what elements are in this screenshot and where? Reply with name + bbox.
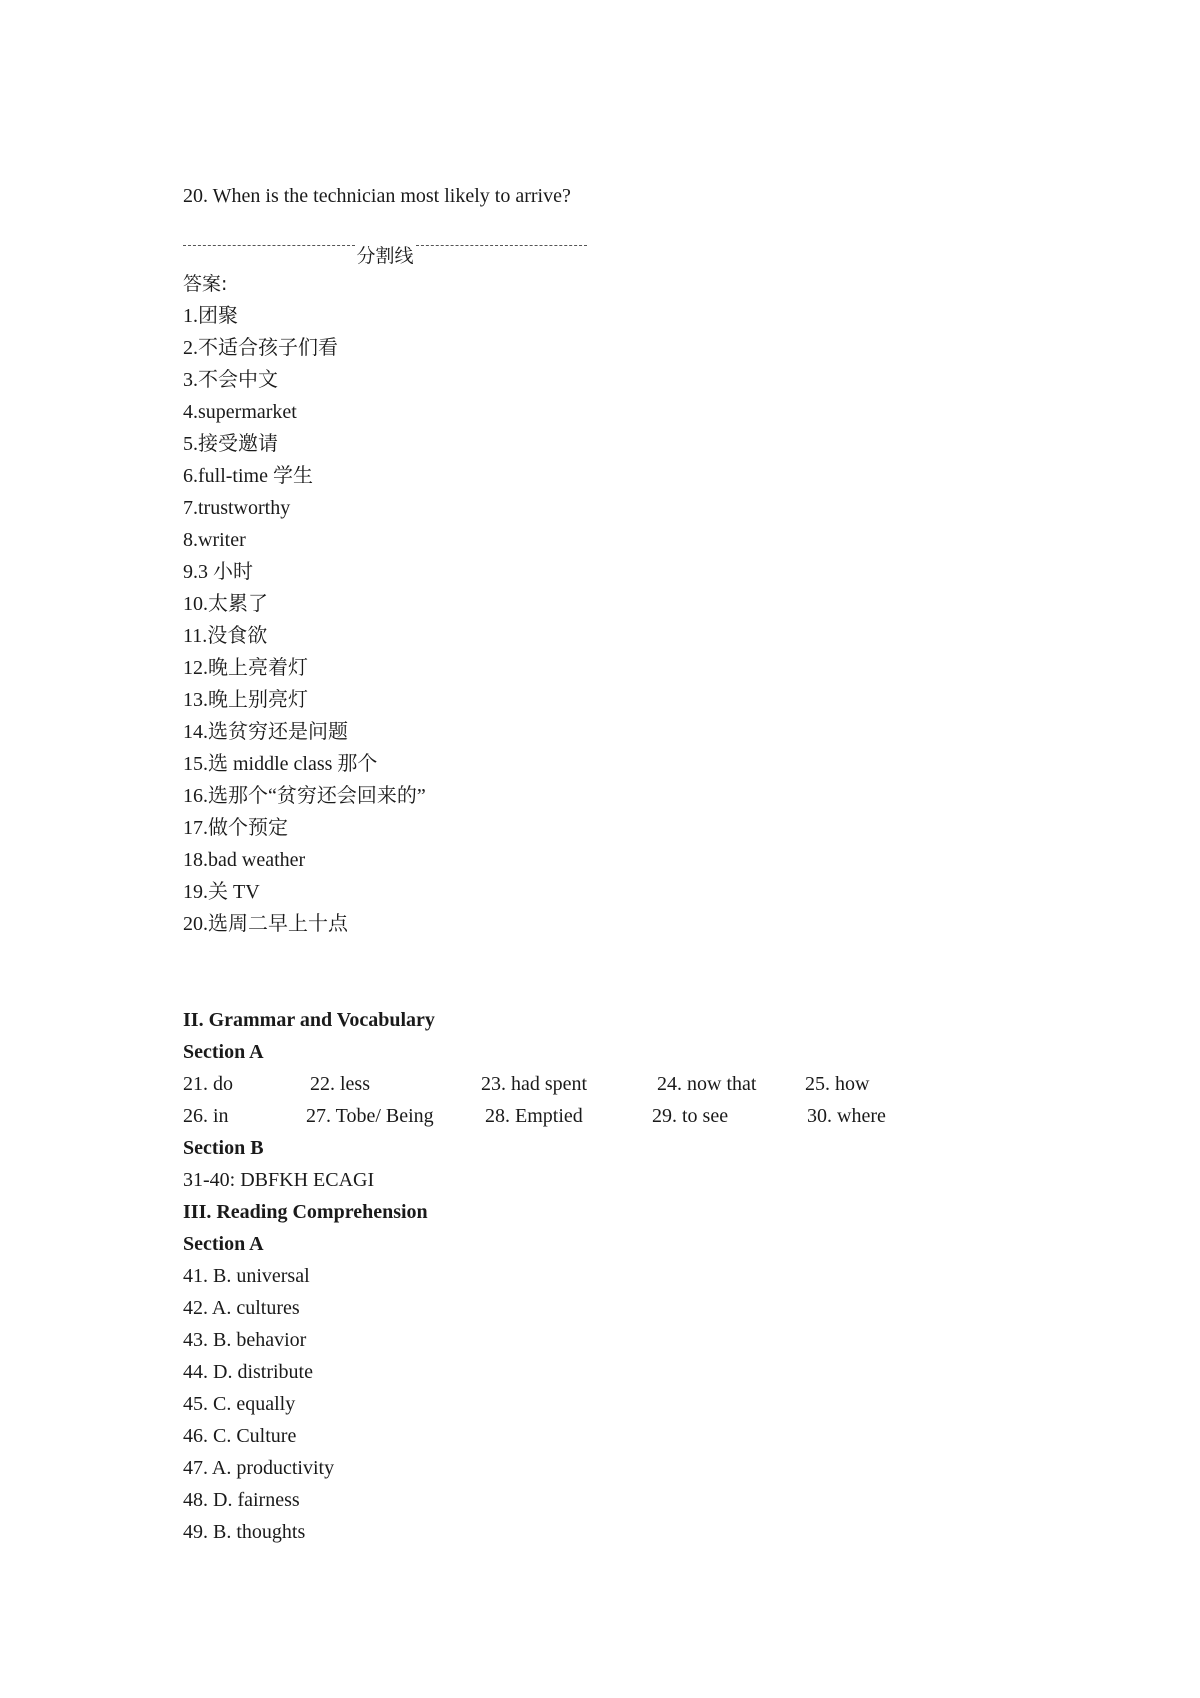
- grammar-answer: 28. Emptied: [485, 1105, 583, 1127]
- question-20: 20. When is the technician most likely to arrive?: [183, 185, 571, 207]
- reading-answer: 49. B. thoughts: [183, 1521, 306, 1543]
- section-spacer: [183, 940, 1083, 1004]
- listening-answer: 16.选那个“贫穷还会回来的”: [183, 785, 426, 807]
- listening-answer: 14.选贫穷还是问题: [183, 721, 348, 743]
- listening-answer: 4.supermarket: [183, 401, 297, 423]
- listening-answer: 9.3 小时: [183, 561, 253, 583]
- reading-heading: III. Reading Comprehension: [183, 1201, 428, 1223]
- grammar-answer: 30. where: [807, 1105, 886, 1127]
- reading-answer: 48. D. fairness: [183, 1489, 300, 1511]
- listening-answer: 18.bad weather: [183, 849, 306, 871]
- listening-answer: 15.选 middle class 那个: [183, 753, 378, 775]
- grammar-answer: 25. how: [805, 1073, 870, 1095]
- document-page: [183, 180, 1083, 1548]
- grammar-answer: 21. do: [183, 1073, 233, 1095]
- grammar-section-b-heading: Section B: [183, 1137, 264, 1159]
- reading-answer-list: [183, 1260, 1083, 1548]
- listening-answer: 8.writer: [183, 529, 246, 551]
- listening-answer: 5.接受邀请: [183, 433, 278, 455]
- grammar-answer: 23. had spent: [481, 1073, 588, 1095]
- grammar-answer: 26. in: [183, 1105, 229, 1127]
- listening-answer-list: [183, 300, 1083, 940]
- grammar-answer-row: [183, 1100, 1083, 1132]
- listening-answer: 3.不会中文: [183, 369, 278, 391]
- grammar-heading: II. Grammar and Vocabulary: [183, 1009, 435, 1031]
- listening-answer: 12.晚上亮着灯: [183, 657, 308, 679]
- reading-answer: 43. B. behavior: [183, 1329, 307, 1351]
- listening-answer: 2.不适合孩子们看: [183, 337, 338, 359]
- grammar-answer: 29. to see: [652, 1105, 729, 1127]
- reading-section-a-heading: Section A: [183, 1233, 264, 1255]
- grammar-answer: 22. less: [310, 1073, 370, 1095]
- section-divider: [183, 232, 587, 268]
- listening-answer: 10.太累了: [183, 593, 268, 615]
- listening-answer: 11.没食欲: [183, 625, 268, 647]
- reading-answer: 46. C. Culture: [183, 1425, 297, 1447]
- answers-title: 答案:: [183, 273, 228, 295]
- listening-answer: 19.关 TV: [183, 881, 260, 903]
- listening-answer: 1.团聚: [183, 305, 238, 327]
- listening-answer: 7.trustworthy: [183, 497, 291, 519]
- reading-answer: 41. B. universal: [183, 1265, 310, 1287]
- divider-dash-left: [183, 245, 355, 246]
- grammar-section-a-heading: Section A: [183, 1041, 264, 1063]
- grammar-section-b-answer: 31-40: DBFKH ECAGI: [183, 1169, 375, 1191]
- grammar-answer: 24. now that: [657, 1073, 757, 1095]
- reading-answer: 44. D. distribute: [183, 1361, 313, 1383]
- listening-answer: 6.full-time 学生: [183, 465, 313, 487]
- reading-answer: 45. C. equally: [183, 1393, 296, 1415]
- listening-answer: 20.选周二早上十点: [183, 913, 348, 935]
- reading-answer: 42. A. cultures: [183, 1297, 300, 1319]
- grammar-answer: 27. Tobe/ Being: [306, 1105, 434, 1127]
- listening-answer: 17.做个预定: [183, 817, 288, 839]
- reading-answer: 47. A. productivity: [183, 1457, 335, 1479]
- listening-answer: 13.晚上别亮灯: [183, 689, 308, 711]
- divider-label: 分割线: [356, 244, 414, 267]
- grammar-answer-row: [183, 1068, 1083, 1100]
- divider-dash-right: [416, 245, 588, 246]
